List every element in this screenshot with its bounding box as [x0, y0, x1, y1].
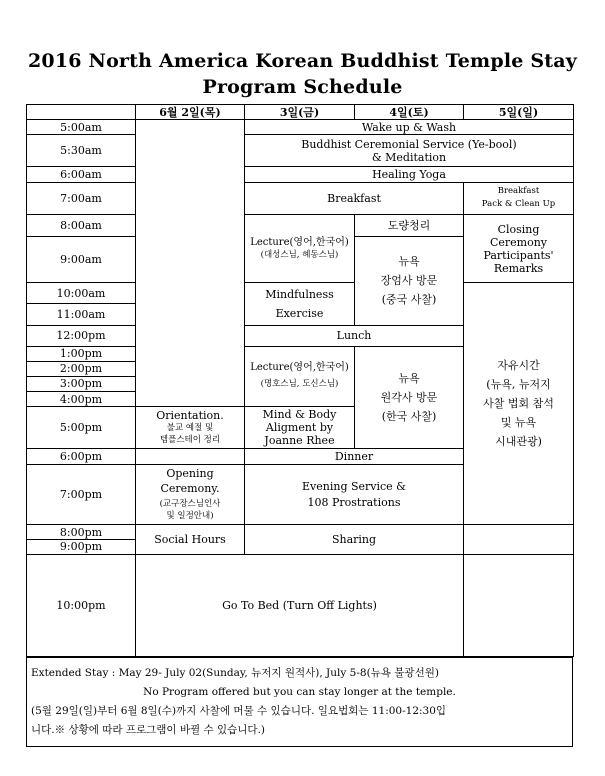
title-line-2: Program Schedule: [202, 76, 403, 98]
footer-line-2: No Program offered but you can stay longer at the temple.: [143, 686, 456, 698]
event-free-line3: 사찰 법회 참석: [483, 397, 554, 411]
event-newyork-1-line2: 장엄사 방문: [380, 274, 438, 288]
header-corner: [27, 105, 136, 120]
time-label: 6:00am: [27, 167, 136, 182]
time-label: 10:00pm: [27, 555, 136, 657]
event-lecture-1: [245, 214, 355, 282]
event-newyork-visit-1: [355, 236, 464, 325]
day-header-fri: 3일(금): [245, 105, 355, 120]
event-evening-line1: Evening Service &: [302, 479, 406, 493]
event-free-time: [464, 283, 574, 525]
event-mind-body: [245, 407, 355, 449]
extended-stay-note: [26, 657, 573, 747]
event-free-line5: 시내관광): [495, 435, 542, 449]
time-label: 2:00pm: [27, 361, 136, 376]
time-label: 9:00pm: [27, 539, 136, 553]
event-breakfast-sun: [464, 182, 574, 214]
schedule-table: [26, 104, 574, 657]
footer-line-1: Extended Stay : May 29- July 02(Sunday, 뉴저지 원적사), July 5-8(뉴욕 불광선원): [31, 667, 439, 679]
event-newyork-2-line1: 뉴욕: [398, 372, 420, 386]
event-mind-body-line3: Joanne Rhee: [264, 434, 335, 448]
time-label: 7:00am: [27, 182, 136, 214]
event-opening: [136, 464, 245, 524]
event-free-line4: 및 뉴욕: [500, 416, 537, 430]
event-newyork-2-line3: (한국 사찰): [381, 410, 437, 424]
event-orientation-line3: 템플스테이 정리: [159, 435, 221, 446]
event-service-line1: Buddhist Ceremonial Service (Ye-bool): [301, 137, 517, 151]
event-service: [245, 135, 574, 167]
document-title: [0, 48, 605, 100]
time-label: 5:00pm: [27, 407, 136, 449]
event-opening-line2: Ceremony.: [160, 481, 220, 495]
event-service-line2: & Meditation: [371, 150, 447, 164]
time-label: 4:00pm: [27, 392, 136, 407]
time-label: 12:00pm: [27, 325, 136, 346]
event-mind-body-line1: Mind & Body: [262, 408, 337, 422]
event-dinner: Dinner: [245, 449, 464, 464]
event-lecture-1-line2: (대성스님, 혜동스님): [260, 249, 339, 260]
event-newyork-1-line3: (중국 사찰): [381, 293, 437, 307]
event-lecture-2-line1: Lecture(영어,한국어): [250, 362, 349, 374]
event-lecture-2-line2: (명호스님, 도신스님): [260, 379, 339, 390]
time-label: 7:00pm: [27, 464, 136, 524]
header-row: [27, 105, 574, 120]
event-evening-service: [245, 464, 464, 524]
event-breakfast-sun-line1: Breakfast: [497, 186, 540, 197]
event-orientation-line2: 불교 예절 및: [166, 423, 214, 434]
event-lecture-2: [245, 346, 355, 406]
event-opening-line4: 및 일정안내): [166, 510, 214, 521]
time-label: 10:00am: [27, 283, 136, 304]
time-label: 1:00pm: [27, 346, 136, 361]
day-header-thu: 6월 2일(목): [136, 105, 245, 120]
time-label: 9:00am: [27, 236, 136, 282]
event-closing-line4: Remarks: [493, 261, 544, 275]
event-mindfulness-line2: Exercise: [275, 306, 324, 320]
time-label: 5:00am: [27, 120, 136, 135]
event-newyork-1-line1: 뉴욕: [398, 255, 420, 269]
thu-empty-block: [136, 120, 245, 407]
event-mindfulness-line1: Mindfulness: [265, 287, 334, 301]
event-closing: [464, 214, 574, 282]
event-breakfast: Breakfast: [245, 182, 464, 214]
event-evening-line2: 108 Prostrations: [307, 495, 401, 509]
event-lunch: Lunch: [245, 325, 464, 346]
thu-empty-dinner: [136, 449, 245, 464]
time-label: 3:00pm: [27, 376, 136, 391]
sun-empty-evening: [464, 524, 574, 554]
time-label: 5:30am: [27, 135, 136, 167]
time-label-pair: [27, 524, 136, 554]
time-label: 6:00pm: [27, 449, 136, 464]
event-closing-line3: Participants': [483, 248, 554, 262]
footer-line-3: (5월 29일(일)부터 6월 8일(수)까지 사찰에 머물 수 있습니다. 일요법회는 11:00-12:30입: [31, 705, 447, 717]
time-label: 8:00am: [27, 214, 136, 236]
day-header-sat: 4일(토): [355, 105, 464, 120]
event-orientation: [136, 407, 245, 449]
event-opening-line1: Opening: [166, 466, 214, 480]
sun-empty-night: [464, 555, 574, 657]
event-closing-line1: Closing: [497, 222, 540, 236]
time-label: 8:00pm: [59, 526, 103, 540]
event-newyork-2-line2: 원각사 방문: [380, 391, 438, 405]
event-cleaning: 도량청리: [355, 214, 464, 236]
event-free-line2: (뉴욕, 뉴저지: [486, 378, 551, 392]
event-sharing: Sharing: [245, 524, 464, 554]
event-bed: Go To Bed (Turn Off Lights): [136, 555, 464, 657]
event-newyork-visit-2: [355, 346, 464, 449]
event-orientation-line1: Orientation.: [156, 409, 224, 423]
title-line-1: 2016 North America Korean Buddhist Temple Stay: [28, 50, 577, 72]
event-opening-line3: (교구장스님인사: [159, 498, 221, 509]
event-mind-body-line2: Aligment by: [265, 421, 334, 435]
footer-line-4: 니다.※ 상황에 따라 프로그램이 바뀔 수 있습니다.): [31, 724, 266, 736]
event-lecture-1-line1: Lecture(영어,한국어): [250, 236, 349, 248]
event-closing-line2: Ceremony: [489, 235, 548, 249]
event-mindfulness: [245, 283, 355, 325]
time-label: 11:00am: [27, 304, 136, 325]
event-social-hours: Social Hours: [136, 524, 245, 554]
day-header-sun: 5일(일): [464, 105, 574, 120]
event-free-line1: 자유시간: [497, 359, 540, 373]
event-wake: Wake up & Wash: [245, 120, 574, 135]
event-yoga: Healing Yoga: [245, 167, 574, 182]
event-breakfast-sun-line2: Pack & Clean Up: [481, 199, 556, 210]
